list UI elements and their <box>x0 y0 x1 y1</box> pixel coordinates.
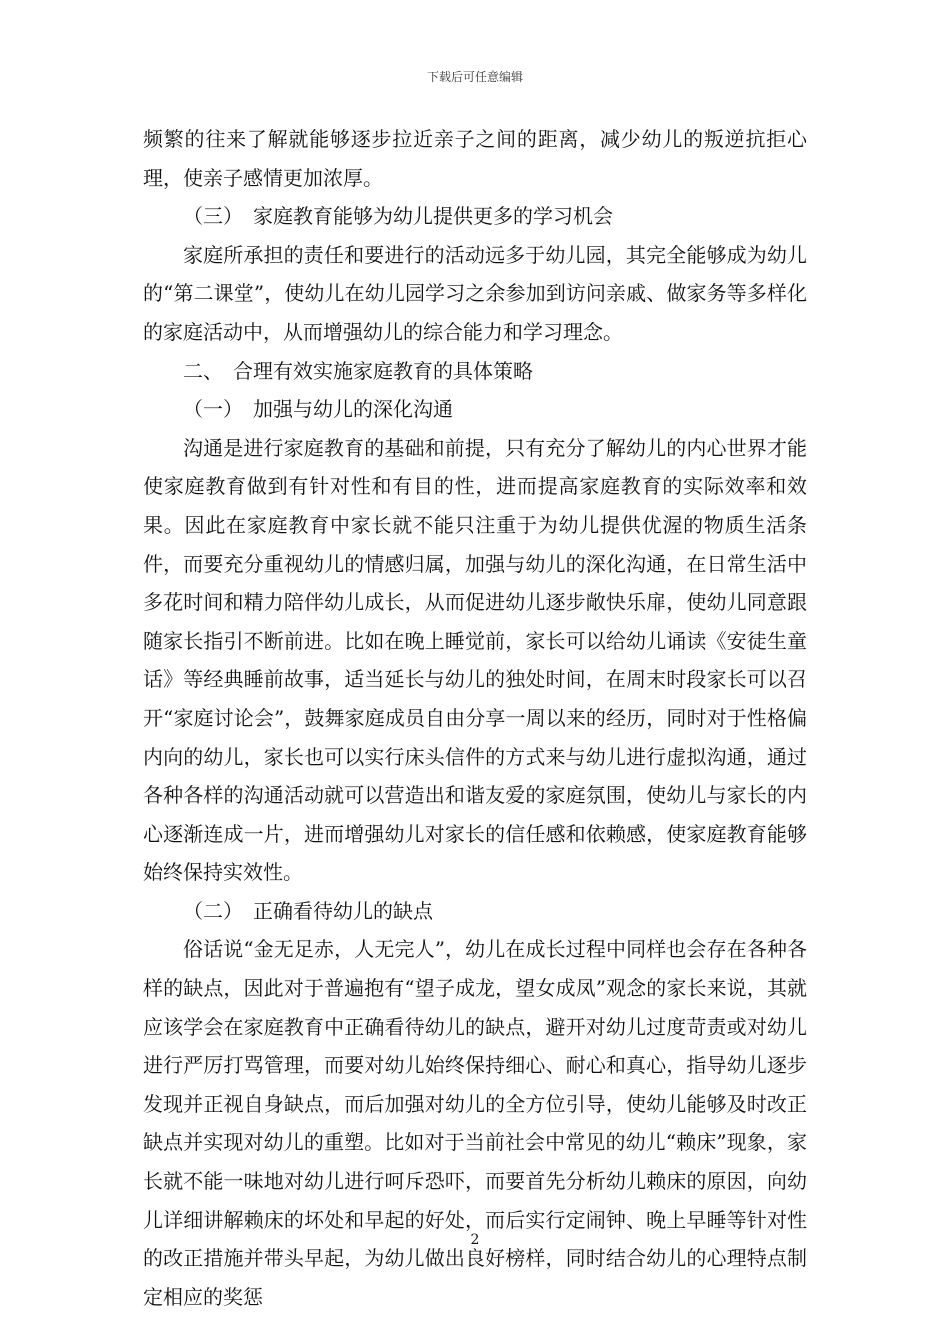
paragraph-learning-opportunities: 家庭所承担的责任和要进行的活动远多于幼儿园，其完全能够成为幼儿的“第二课堂”，使幼儿在幼儿园学习之余参加到访问亲戚、做家务等多样化的家庭活动中，从而增强幼儿的综合能力和学习理念。 <box>143 242 807 344</box>
document-body <box>143 120 807 1316</box>
paragraph-shortcomings: 俗话说“金无足赤，人无完人”，幼儿在成长过程中同样也会存在各种各样的缺点，因此对于普遍抱有“望子成龙，望女成凤”观念的家长来说，其就应该学会在家庭教育中正确看待幼儿的缺点，避开对幼儿过度苛责或对幼儿进行严厉打骂管理，而要对幼儿始终保持细心、耐心和真心，指导幼儿逐步发现并正视自身缺点，而后加强对幼儿的全方位引导，使幼儿能够及时改正缺点并实现对幼儿的重塑。比如对于当前社会中常见的幼儿“赖床”现象，家长就不能一味地对幼儿进行呵斥恐吓，而要首先分析幼儿赖床的原因，向幼儿详细讲解赖床的坏处和早起的好处，而后实行定闹钟、晚上早睡等针对性的改正措施并带头早起，为幼儿做出良好榜样，同时结合幼儿的心理特点制定相应的奖惩 <box>143 937 807 1309</box>
paragraph-continuation: 频繁的往来了解就能够逐步拉近亲子之间的距离，减少幼儿的叛逆抗拒心理，使亲子感情更加浓厚。 <box>143 127 807 190</box>
page-number: 2 <box>470 1232 480 1248</box>
section-heading-1: （一） 加强与幼儿的深化沟通 <box>183 397 453 422</box>
paragraph-communication: 沟通是进行家庭教育的基础和前提，只有充分了解幼儿的内心世界才能使家庭教育做到有针对性和有目的性，进而提高家庭教育的实际效率和效果。因此在家庭教育中家长就不能只注重于为幼儿提供优渥的物质生活条件，而要充分重视幼儿的情感归属，加强与幼儿的深化沟通，在日常生活中多花时间和精力陪伴幼儿成长，从而促进幼儿逐步敞快乐扉，使幼儿同意跟随家长指引不断前进。比如在晚上睡觉前，家长可以给幼儿诵读《安徒生童话》等经典睡前故事，适当延长与幼儿的独处时间，在周末时段家长可以召开“家庭讨论会”，鼓舞家庭成员自由分享一周以来的经历，同时对于性格偏内向的幼儿，家长也可以实行床头信件的方式来与幼儿进行虚拟沟通，通过各种各样的沟通活动就可以营造出和谐友爱的家庭氛围，使幼儿与家长的内心逐渐连成一片，进而增强幼儿对家长的信任感和依赖感，使家庭教育能够始终保持实效性。 <box>143 435 807 885</box>
section-heading-2: （二） 正确看待幼儿的缺点 <box>183 898 433 923</box>
page-header: 下载后可任意编辑 <box>426 70 523 84</box>
section-heading-3: （三） 家庭教育能够为幼儿提供更多的学习机会 <box>183 204 613 229</box>
chapter-heading-2: 二、 合理有效实施家庭教育的具体策略 <box>183 358 533 383</box>
